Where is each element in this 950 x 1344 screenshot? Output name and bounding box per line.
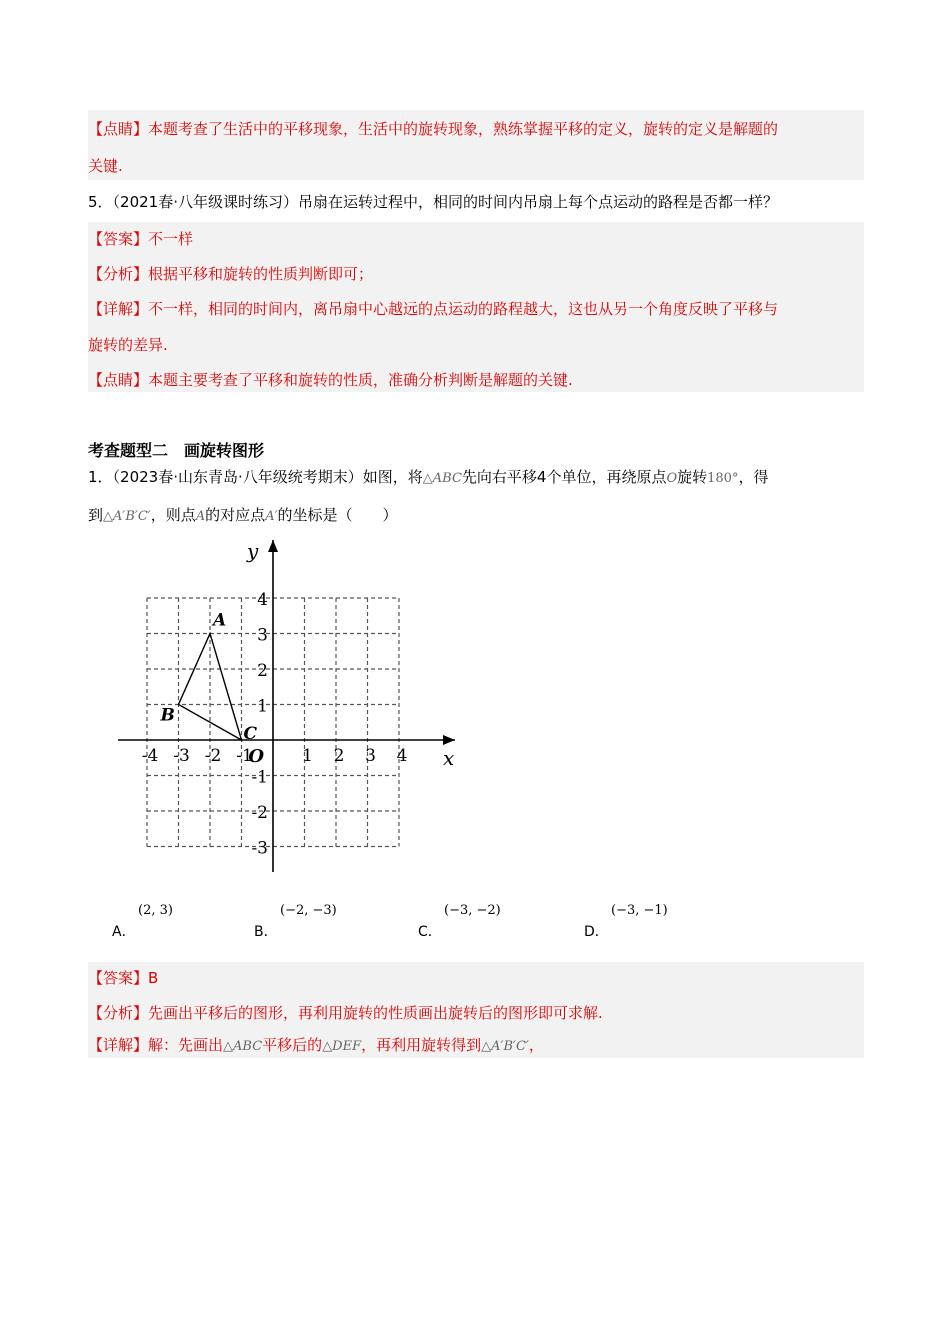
x-tick-label: -1 [236, 746, 253, 766]
point-o-label: O [666, 471, 678, 486]
x-tick-label: 2 [333, 746, 345, 766]
option-c-label: C． [418, 924, 442, 940]
option-d-value: (−3, −1) [611, 903, 668, 918]
detail-text-d: ， [528, 1036, 544, 1054]
option-a-label: A． [112, 924, 136, 940]
x-tick-label: -3 [173, 746, 190, 766]
vertex-label: C [243, 724, 258, 744]
vertex-label: A [213, 610, 227, 631]
q1-analysis [88, 1003, 603, 1023]
q5-dianjing [88, 370, 573, 390]
option-a-value: (2, 3) [138, 903, 173, 918]
analysis-text: 根据平移和旋转的性质判断即可； [148, 265, 374, 283]
detail-triangle-abc: △ABC [223, 1039, 263, 1054]
y-tick-label: -2 [251, 803, 268, 823]
analysis-tag: 【分析】 [88, 265, 149, 283]
point-a-label: A [195, 509, 206, 524]
x-axis-arrow [443, 735, 455, 745]
q1-answer [88, 968, 158, 988]
detail-triangle-def: △DEF [322, 1039, 362, 1054]
detail-tag: 【详解】 [88, 300, 149, 318]
triangle-abc-label: △ABC [422, 471, 462, 486]
detail-tag-2: 【详解】 [88, 1036, 149, 1054]
point-a-prime-label: A′ [265, 509, 278, 524]
q5-analysis [88, 264, 373, 284]
y-tick-label: 1 [257, 696, 268, 717]
q1-text-c: 旋转 [677, 468, 708, 486]
vertex-label: B [160, 705, 175, 726]
option-b-value: (−2, −3) [280, 903, 337, 918]
dianjing-text-3: 本题主要考查了平移和旋转的性质，准确分析判断是解题的关键. [148, 371, 573, 389]
question-1-line-1 [88, 467, 768, 489]
q5-detail-1 [88, 299, 778, 319]
y-tick-label: 3 [257, 625, 268, 646]
detail-triangle-prime: △A′B′C′ [481, 1039, 529, 1054]
detail-text-a: 解：先画出 [148, 1036, 224, 1054]
coordinate-figure [100, 530, 470, 880]
x-tick-label: -2 [204, 746, 222, 766]
answer-tag-2: 【答案】 [88, 969, 149, 987]
section-title [88, 441, 264, 461]
origin-label: O [248, 746, 264, 767]
analysis-tag-2: 【分析】 [88, 1004, 149, 1022]
question-1-line-2 [88, 505, 398, 527]
q1-text-e: 到 [88, 506, 104, 524]
y-tick-label: 4 [257, 590, 268, 610]
question-5-text: 5．（2021春·八年级课时练习）吊扇在运转过程中，相同的时间内吊扇上每个点运动的路程是否都一样？ [88, 193, 778, 211]
y-axis-arrow [268, 540, 278, 552]
dianjing-line-1 [88, 119, 778, 139]
dianjing-text-2: 关键. [88, 157, 123, 175]
q1-text-a: 1．（2023春·山东青岛·八年级统考期末）如图，将 [88, 468, 423, 486]
q1-text-d: ，得 [738, 468, 769, 486]
dianjing-line-2 [88, 156, 123, 176]
angle-label: 180° [707, 471, 739, 486]
x-tick-label: 4 [396, 746, 408, 766]
detail-text: 不一样，相同的时间内，离吊扇中心越远的点运动的路程越大，这也从另一个角度反映了平移与 [148, 300, 779, 318]
q1-text-f: ，则点 [150, 506, 196, 524]
detail-text-b: 平移后的 [262, 1036, 323, 1054]
section-title-text: 考查题型二 画旋转图形 [88, 441, 265, 460]
y-axis-label: y [247, 539, 259, 563]
q1-text-g: 的对应点 [205, 506, 266, 524]
triangle-prime-label: △A′B′C′ [103, 509, 151, 524]
y-tick-label: 2 [257, 661, 268, 681]
answer-tag: 【答案】 [88, 230, 149, 248]
q5-detail-2 [88, 335, 168, 355]
option-d-label: D． [584, 924, 609, 940]
answer-text: 不一样 [148, 230, 194, 248]
q5-answer [88, 229, 193, 249]
y-tick-label: -3 [251, 838, 268, 859]
dianjing-tag-2: 【点睛】 [88, 371, 149, 389]
detail-text-c: ，再利用旋转得到 [361, 1036, 482, 1054]
q1-text-b: 先向右平移4个单位，再绕原点 [461, 468, 667, 486]
x-tick-label: 1 [302, 746, 313, 766]
q1-text-h: 的坐标是（ ） [277, 506, 398, 524]
question-5 [88, 192, 778, 212]
x-axis-label: x [443, 746, 455, 770]
q1-detail [88, 1035, 544, 1057]
dianjing-text: 本题考查了生活中的平移现象，生活中的旋转现象，熟练掌握平移的定义，旋转的定义是解题的 [148, 120, 779, 138]
y-tick-label: -1 [251, 767, 268, 788]
analysis-text-2: 先画出平移后的图形，再利用旋转的性质画出旋转后的图形即可求解. [148, 1004, 603, 1022]
dianjing-tag: 【点睛】 [88, 120, 149, 138]
option-c-value: (−3, −2) [444, 903, 501, 918]
x-tick-label: 3 [365, 746, 376, 766]
option-b-label: B． [254, 924, 278, 940]
detail-text-2: 旋转的差异. [88, 336, 168, 354]
x-tick-label: -4 [141, 746, 159, 766]
answer-text-2: B [148, 969, 159, 987]
